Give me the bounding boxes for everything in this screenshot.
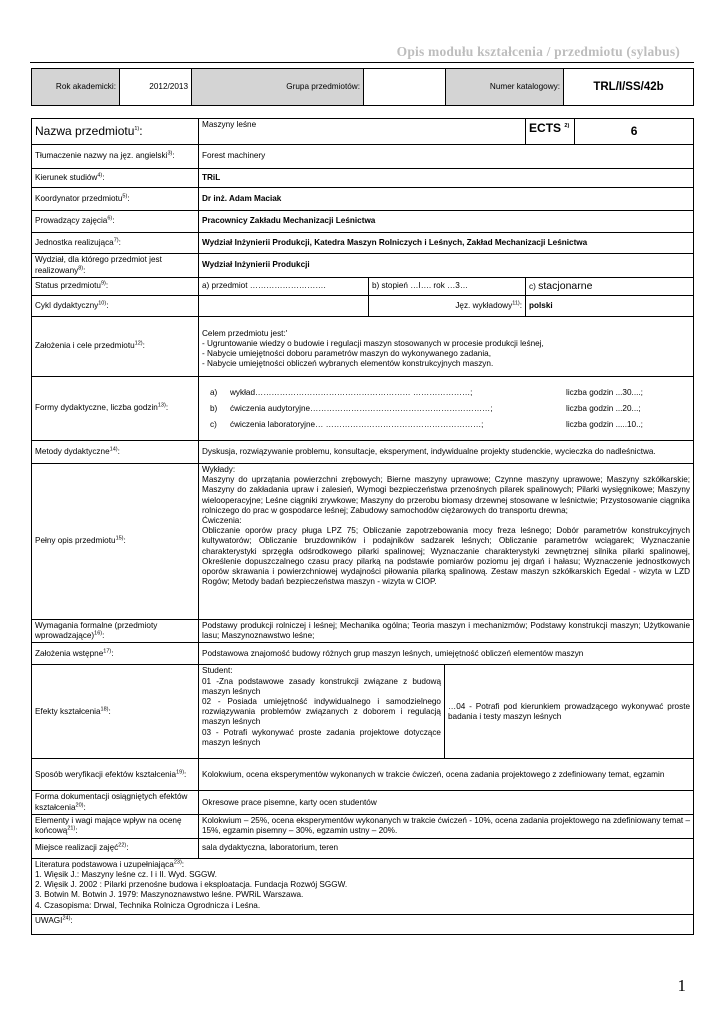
academic-year-label: Rok akademicki: — [32, 69, 120, 106]
row-teaching-forms — [32, 377, 694, 441]
literature-label: Literatura podstawowa i uzupełniająca$^{23)}$: — [35, 859, 185, 869]
academic-year-value: 2012/2013 — [120, 69, 192, 106]
row-learning-outcomes — [32, 665, 694, 759]
literature-item: 3. Botwin M. Botwin J. 1979: Maszynoznawstwo leśne. PWRiL Warszawa. — [35, 890, 304, 900]
row-cycle — [32, 296, 694, 317]
literature-item: 4. Czasopisma: Drwal, Technika Rolnicza Ogrodnicza i Leśna. — [35, 900, 261, 910]
row-prerequisites — [32, 643, 694, 665]
header-rule — [30, 62, 694, 63]
translation-value: Forest machinery — [199, 145, 694, 169]
grading-label: Elementy i wagi mające wpływ na ocenę końcową$^{21)}$: — [32, 814, 199, 838]
row-full-description — [32, 464, 694, 620]
teaching-form-item: a) wykład………………………………………………… …………………; liczba godzin ...30....; — [210, 387, 643, 397]
literature-cell — [32, 858, 694, 914]
row-field-of-study — [32, 169, 694, 188]
subject-group-value — [364, 69, 446, 106]
outcome-line: 02 - Posiada umiejętność indywidualnego i samodzielnego rozwiązywania problemów związanych z doborem i regulacją maszyn leśnych — [202, 697, 441, 727]
teaching-form-item: c) ćwiczenia laboratoryjne… …………………………………………………; liczba godzin .....10..; — [210, 419, 643, 429]
ects-value: 6 — [575, 119, 694, 145]
location-label: Miejsce realizacji zajęć$^{22)}$: — [32, 838, 199, 858]
status-label: Status przedmiotu$^{9)}$: — [32, 278, 199, 296]
instructors-label: Prowadzący zajęcia$^{6)}$: — [32, 211, 199, 233]
full-description-label: Pełny opis przedmiotu$^{15)}$: — [32, 464, 199, 620]
row-documentation — [32, 791, 694, 814]
language-value: polski — [526, 296, 694, 317]
learning-outcomes-left — [199, 665, 445, 759]
faculty-value: Wydział Inżynierii Produkcji — [199, 254, 694, 278]
outcome-line: 01 -Zna podstawowe zasady konstrukcji związane z budową maszyn leśnych — [202, 676, 441, 696]
requirements-value: Podstawy produkcji rolniczej i leśnej; Mechanika ogólna; Teoria maszyn i mechanizmów; Podstawy konstrukcji maszyn; Użytkowanie lasu; Maszynoznawstwo leśne; — [199, 620, 694, 643]
ects-label: ECTS $^{2)}$ — [526, 119, 575, 145]
documentation-label: Forma dokumentacji osiągniętych efektów kształcenia$^{20)}$: — [32, 791, 199, 814]
row-instructors — [32, 211, 694, 233]
page-number: 1 — [677, 976, 686, 995]
literature-item: 1. Więsik J.: Maszyny leśne cz. I i II. Wyd. SGGW. — [35, 870, 217, 880]
literature-item: 2. Więsik J. 2002 : Pilarki przenośne budowa i eksploatacja. Fundacja Rozwój SGGW. — [35, 880, 348, 890]
row-translation — [32, 145, 694, 169]
academic-info-table — [31, 68, 694, 106]
location-value: sala dydaktyczna, laboratorium, teren — [199, 838, 694, 858]
coordinator-value: Dr inż. Adam Maciak — [199, 188, 694, 211]
teaching-forms-value — [199, 377, 694, 441]
field-of-study-value: TRiL — [199, 169, 694, 188]
objectives-label: Założenia i cele przedmiotu$^{12)}$: — [32, 317, 199, 377]
row-literature — [32, 858, 694, 914]
objectives-line: - Ugruntowanie wiedzy o budowie i regulacji maszyn stosowanych w procesie produkcji leśnej, — [202, 338, 544, 348]
teaching-forms-label: Formy dydaktyczne, liczba godzin$^{13)}$: — [32, 377, 199, 441]
translation-label: Tłumaczenie nazwy na jęz. angielski$^{3)}$: — [32, 145, 199, 169]
status-b: b) stopień …I…. rok …3… — [369, 278, 526, 296]
row-unit — [32, 233, 694, 254]
prerequisites-value: Podstawowa znajomość budowy różnych grup maszyn leśnych, umiejętność obliczeń elementów maszyn — [199, 643, 694, 665]
language-label: Jęz. wykładowy$^{11)}$: — [369, 296, 526, 317]
teaching-form-item: b) ćwiczenia audytoryjne…………………………………………………………; liczba godzin ...20...; — [210, 403, 641, 413]
document-header-title: Opis modułu kształcenia / przedmiotu (sylabus) — [396, 44, 680, 59]
row-grading — [32, 814, 694, 838]
row-location — [32, 838, 694, 858]
catalog-number-label: Numer katalogowy: — [446, 69, 564, 106]
cycle-label: Cykl dydaktyczny$^{10)}$: — [32, 296, 199, 317]
full-description-value — [199, 464, 694, 620]
row-verification — [32, 759, 694, 791]
row-status — [32, 278, 694, 296]
status-c: c) stacjonarne — [526, 278, 694, 296]
row-requirements — [32, 620, 694, 643]
catalog-number-value: TRL/I/SS/42b — [564, 69, 694, 106]
faculty-label: Wydział, dla którego przedmiot jest realizowany$^{8)}$: — [32, 254, 199, 278]
exercises-heading: Ćwiczenia: — [202, 516, 242, 526]
verification-label: Sposób weryfikacji efektów kształcenia$^{19)}$: — [32, 759, 199, 791]
status-a: a) przedmiot ………………………. — [199, 278, 369, 296]
objectives-line: - Nabycie umiejętności doboru parametrów maszyn do wykonywanego zadania, — [202, 349, 491, 358]
row-remarks — [32, 914, 694, 934]
coordinator-label: Koordynator przedmiotu$^{5)}$: — [32, 188, 199, 211]
methods-label: Metody dydaktyczne$^{14)}$: — [32, 441, 199, 464]
lectures-text: Maszyny do uprzątania powierzchni zrębowych; Bierne maszyny uprawowe; Czynne maszyny uprawowe; Maszyny szkółkarskie; Maszyny do zakładania upraw i zalesień, Wymogi bezpieczeństwa przenośnych pilarek spalinowych; Pilarki wysięgnikowe; Maszyny wielooperacyjne; Leśne ciągniki zrywkowe; Maszyny do przerobu biomasy drzewnej stosowane w leśnictwie; Przystosowanie ciągnika rolniczego do prac w gospodarce leśnej; Zabudowy samochodów ciężarowych do transportu drewna; — [202, 475, 691, 515]
remarks-cell: UWAGI$^{24)}$: — [32, 914, 694, 934]
prerequisites-label: Założenia wstępne$^{17)}$: — [32, 643, 199, 665]
row-coordinator — [32, 188, 694, 211]
objectives-line: Celem przedmiotu jest:' — [202, 328, 288, 338]
verification-value: Kolokwium, ocena eksperymentów wykonanych w trakcie ćwiczeń, ocena zadania projektowego z zdefiniowany temat, egzamin — [199, 759, 694, 791]
row-faculty — [32, 254, 694, 278]
exercises-text: Obliczanie oporów pracy pługa LPZ 75; Obliczanie zapotrzebowania mocy freza leśnego; Dobór parametrów konstrukcyjnych kultywatorów; Obliczanie bruzdowników i podajników sadzarek leśnych; Obliczanie parametrów wciągarek; Wyznaczanie charakterystyki sprzęgła odśrodkowego pilarki spalinowej; Wyznaczanie charakterystyki zewnętrznej silnika pilarki spalinowej, Określenie dopuszczalnego czasu pracy pilarką na podstawie pomiarów poziomu jej drgań i hałasu; Wyznaczenie jednostkowych oporów skrawania i powierzchniowej wydajności piłowania pilarką spalinową. Zestaw maszyn szkółkarskich Egedal - wizyta w LZD Rogów; Metody badań bezpieczeństwa maszyn - wizyta w CIOP. — [202, 526, 691, 587]
unit-label: Jednostka realizująca$^{7)}$: — [32, 233, 199, 254]
unit-value: Wydział Inżynierii Produkcji, Katedra Maszyn Rolniczych i Leśnych, Zakład Mechanizacji Leśnictwa — [199, 233, 694, 254]
course-name-value: Maszyny leśne — [199, 119, 526, 145]
documentation-value: Okresowe prace pisemne, karty ocen studentów — [199, 791, 694, 814]
row-methods — [32, 441, 694, 464]
outcome-line: 03 - Potrafi wykonywać proste zadania projektowe dotyczące maszyn leśnych — [202, 727, 441, 747]
learning-outcomes-right: …04 - Potrafi pod kierunkiem prowadzącego wykonywać proste badania i testy maszyn leśnych — [445, 665, 694, 759]
objectives-value — [199, 317, 694, 377]
objectives-line: - Nabycie umiejętności obliczeń wybranych elementów konstrukcyjnych maszyn. — [202, 359, 494, 369]
course-name-label: Nazwa przedmiotu$^{1)}$: — [32, 119, 199, 145]
outcome-line: Student: — [202, 666, 233, 676]
requirements-label: Wymagania formalne (przedmioty wprowadzające)$^{16)}$: — [32, 620, 199, 643]
instructors-value: Pracownicy Zakładu Mechanizacji Leśnictwa — [199, 211, 694, 233]
learning-outcomes-label: Efekty kształcenia$^{18)}$: — [32, 665, 199, 759]
field-of-study-label: Kierunek studiów$^{4)}$: — [32, 169, 199, 188]
syllabus-table — [31, 118, 694, 935]
lectures-heading: Wykłady: — [202, 465, 236, 474]
grading-value: Kolokwium – 25%, ocena eksperymentów wykonanych w trakcie ćwiczeń - 10%, ocena zadania projektowego na zdefiniowany temat – 15%, egzamin pisemny – 30%, egzamin ustny – 20%. — [199, 814, 694, 838]
methods-value: Dyskusja, rozwiązywanie problemu, konsultacje, eksperyment, indywidualne projekty studenckie, wycieczka do nadleśnictwa. — [199, 441, 694, 464]
row-objectives — [32, 317, 694, 377]
subject-group-label: Grupa przedmiotów: — [192, 69, 364, 106]
row-course-name — [32, 119, 694, 145]
cycle-value — [199, 296, 369, 317]
